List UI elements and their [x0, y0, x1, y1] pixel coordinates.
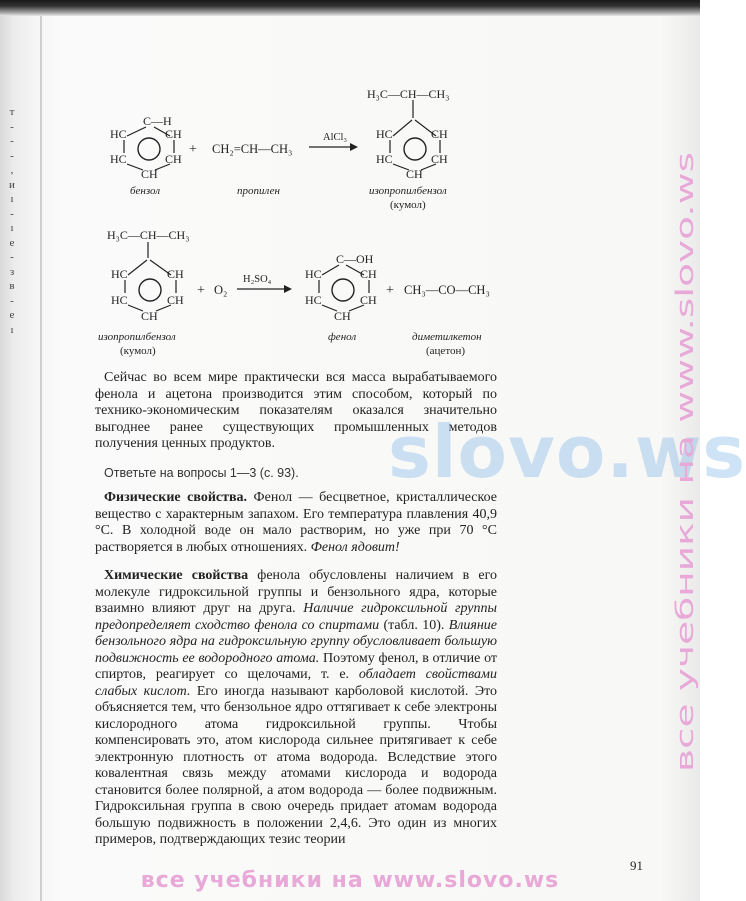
cumene2-hc-ul: HC: [111, 267, 128, 281]
benzene-ch-bottom: CH: [141, 167, 158, 181]
margin-char: -: [10, 294, 14, 307]
phenol-ch-lr: CH: [360, 293, 377, 307]
benzene-ch-ur: CH: [165, 127, 182, 141]
chemical-text-2: (табл. 10).: [379, 617, 449, 633]
propylene-formula: CH₂=CH—CH₃: [212, 142, 293, 156]
phenol-ch-ur: CH: [360, 267, 377, 281]
benzene-ch-lr: CH: [165, 152, 182, 166]
phenol-c-oh: C—OH: [336, 252, 374, 266]
margin-char: -: [10, 207, 14, 220]
oxygen-formula: O₂: [214, 283, 228, 297]
acetone-formula: CH₃—CO—CH₃: [404, 283, 490, 297]
cumene-ch-bottom: CH: [406, 167, 423, 181]
chemical-italic-1: Наличие гидроксильной группы предопределяет сходство фенола со спиртами: [95, 601, 497, 633]
paragraph-chemical-properties: [95, 568, 497, 849]
chemical-heading: Химические свойства: [104, 568, 249, 583]
cumene2-label-alt: (кумол): [120, 345, 156, 357]
phenol-structure: [305, 252, 377, 323]
acetone-label-alt: (ацетон): [426, 345, 466, 357]
watermark-vertical: [663, 140, 703, 780]
cumene2-ch-lr: CH: [167, 293, 184, 307]
benzene-structure: [110, 114, 182, 181]
physical-heading: Физические свойства.: [104, 490, 248, 505]
margin-char: -: [10, 135, 14, 147]
cumene-isopropyl-top: H₃C—CH—CH₃: [367, 87, 450, 101]
reaction-schemes: [0, 0, 700, 370]
margin-char: ı: [10, 323, 14, 336]
cumene-label: изопропилбензол: [369, 185, 447, 197]
margin-char: ı: [10, 193, 14, 205]
margin-char: е: [9, 236, 15, 249]
margin-char: -: [10, 251, 14, 263]
phenol-hc-ll: HC: [305, 293, 322, 307]
cumene2-ch-bottom: CH: [141, 309, 158, 323]
benzene-label: бензол: [130, 185, 161, 197]
phenol-label: фенол: [328, 331, 357, 343]
benzene-hc-ul: HC: [110, 127, 127, 141]
phenol-hc-ul: HC: [305, 267, 322, 281]
cumene-hc-ul: HC: [376, 127, 393, 141]
propylene-label: пропилен: [237, 185, 280, 197]
cumene2-structure: [111, 242, 184, 323]
chemical-text-4: Его иногда называют карболовой кислотой. Это объясняется тем, что бензольное ядро оттягивает к себе электроны кислородного атома гидроксильной группы. Чтобы компенсировать это, атом кислорода сильнее притягивает к себе электронную плотность от атома водорода. Вследствие этого ковалентная связь между атомами кислорода и водорода становится более полярной, а атом водорода — более подвижным. Гидроксильная группа в свою очередь придает атомам водорода большую подвижность в положении 2,4,6. Это один из многих примеров, подтверждающих тезис теории: [95, 683, 497, 847]
margin-char: з: [9, 265, 15, 278]
cumene2-hc-ll: HC: [111, 293, 128, 307]
questions-prompt: Ответьте на вопросы 1—3 (с. 93).: [104, 466, 299, 480]
cumene-structure: [376, 100, 448, 181]
margin-char: и: [9, 178, 15, 191]
chemical-italic-3: обладает свойствами слабых кислот.: [95, 667, 497, 699]
watermark-vertical-text: все учебники на www.slovo.ws: [671, 390, 699, 772]
margin-char: -: [10, 149, 14, 162]
benzene-ch-top: C—H: [143, 114, 172, 128]
margin-char: ,: [10, 164, 14, 176]
physical-warning: Фенол ядовит!: [310, 539, 400, 555]
cumene-ch-lr: CH: [431, 152, 448, 166]
watermark-bottom: все учебники на www.slovo.ws: [140, 868, 560, 893]
cumene-ch-ur: CH: [431, 127, 448, 141]
cumene2-ch-ur: CH: [167, 267, 184, 281]
physical-body: Фенол — бесцветное, кристаллическое вещество с характерным запахом. Его температура плавления 40,9 °C. В холодной воде он мало растворим, но уже при 70 °C растворяется в любых отношениях.: [95, 490, 498, 555]
paragraph-production: Сейчас во всем мире практически вся масса вырабатываемого фенола и ацетона производится этим способом, который по технико-экономическим показателям оказался значительно выгоднее ранее существующих промышленных методов получения ценных продуктов.: [95, 370, 497, 451]
paragraph-physical-properties: [95, 490, 497, 556]
reaction-arrow-1: [309, 143, 358, 151]
phenol-ch-bottom: CH: [334, 309, 351, 323]
watermark-center: slovo.ws: [388, 410, 746, 494]
margin-char: т: [9, 106, 15, 118]
benzene-hc-ll: HC: [110, 152, 127, 166]
chemical-text-3: Поэтому фенол, в отличие от спиртов, реагирует со щелочами, т. е.: [95, 650, 498, 682]
plus-sign-3: +: [386, 283, 394, 298]
catalyst-h2so4: H₂SO₄: [243, 274, 272, 285]
plus-sign: +: [189, 142, 197, 157]
cumene2-isopropyl-top: H₃C—CH—CH₃: [107, 228, 190, 242]
margin-char: ı: [10, 222, 14, 234]
benzene-aromatic-circle: [138, 138, 160, 160]
page-number: 91: [630, 858, 643, 873]
cumene2-label: изопропилбензол: [98, 331, 176, 343]
catalyst-alcl3: AlCl₃: [323, 132, 348, 143]
chemical-text-1: фенола обусловлены наличием в его молекуле гидроксильной группы и бензольного ядра, которые взаимно влияют друг на друга.: [95, 568, 497, 616]
plus-sign-2: +: [197, 283, 205, 298]
chemical-italic-2: Влияние бензольного ядра на гидроксильную группу обусловливает большую подвижность ее водородного атома.: [95, 617, 498, 666]
margin-char: -: [10, 120, 14, 133]
cumene-hc-ll: HC: [376, 152, 393, 166]
reaction-arrow-2: [237, 285, 292, 293]
margin-char: в: [9, 280, 15, 292]
acetone-label: диметилкетон: [412, 331, 482, 343]
margin-char: е: [9, 309, 15, 321]
cumene-label-alt: (кумол): [390, 199, 426, 211]
